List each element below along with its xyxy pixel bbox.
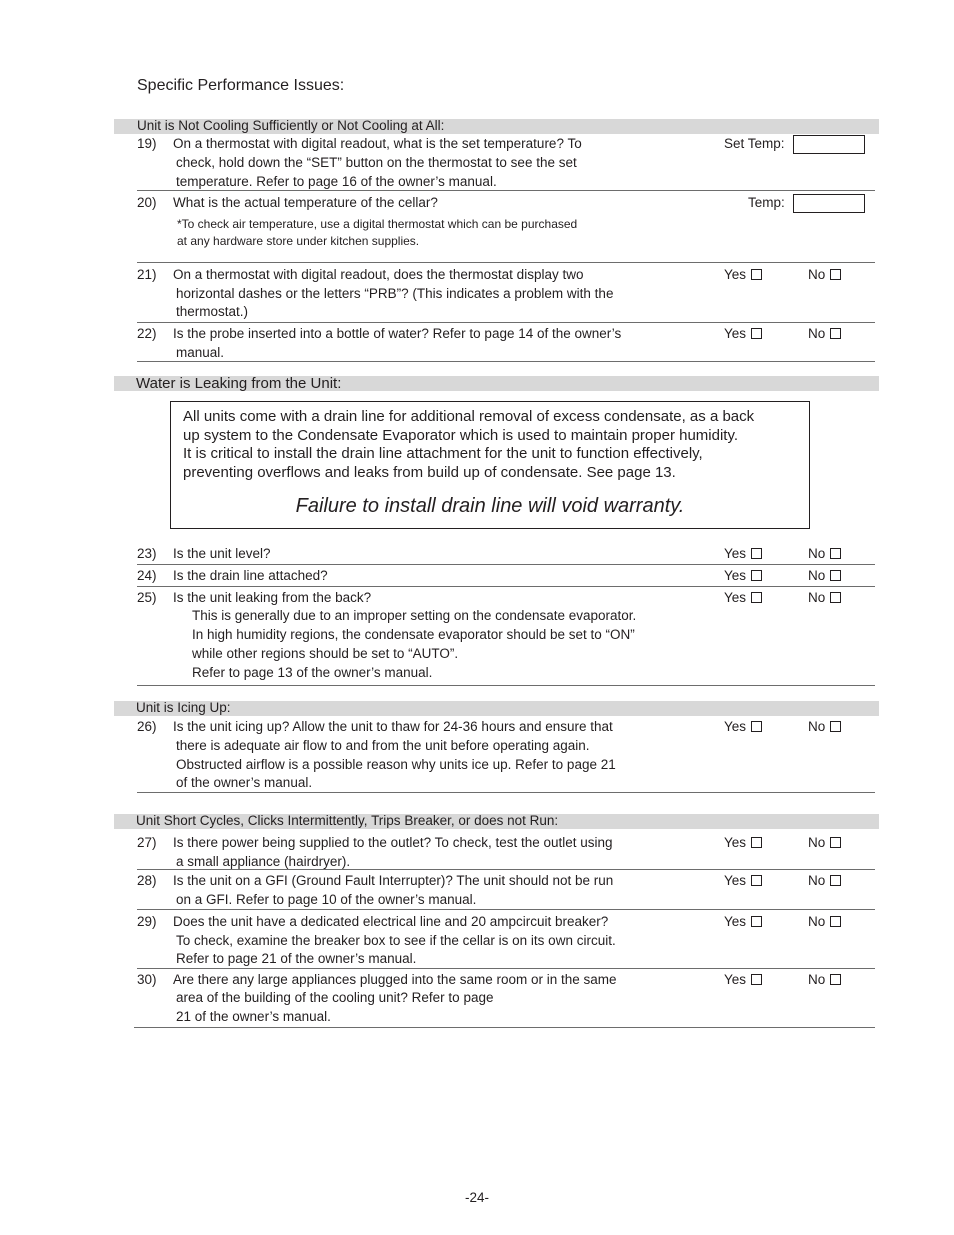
no-label: No <box>808 835 826 850</box>
row-divider <box>137 361 875 362</box>
question-19-line-1: On a thermostat with digital readout, what is the set temperature? To <box>173 136 582 151</box>
no-option-25[interactable] <box>808 589 841 607</box>
notice-line-4: preventing overflows and leaks from build up of condensate. See page 13. <box>183 463 676 481</box>
section-title-leaking: Water is Leaking from the Unit: <box>136 375 342 392</box>
yes-checkbox-25[interactable] <box>751 592 762 603</box>
question-number-30: 30) <box>137 972 157 987</box>
yes-option-26[interactable] <box>724 718 762 736</box>
yes-checkbox-22[interactable] <box>751 328 762 339</box>
question-22-line-1: Is the probe inserted into a bottle of water? Refer to page 14 of the owner’s <box>173 326 622 341</box>
yes-checkbox-27[interactable] <box>751 837 762 848</box>
question-26-line-3: Obstructed airflow is a possible reason why units ice up. Refer to page 21 <box>176 757 616 772</box>
no-label: No <box>808 914 826 929</box>
question-number-21: 21) <box>137 267 157 282</box>
section-title-cooling: Unit is Not Cooling Sufficiently or Not Cooling at All: <box>137 118 445 133</box>
no-label: No <box>808 546 826 561</box>
no-checkbox-26[interactable] <box>830 721 841 732</box>
question-26-line-4: of the owner’s manual. <box>176 775 313 790</box>
question-25-detail-1: This is generally due to an improper setting on the condensate evaporator. <box>192 608 637 623</box>
no-checkbox-23[interactable] <box>830 548 841 559</box>
yes-label: Yes <box>724 972 747 987</box>
yes-checkbox-29[interactable] <box>751 916 762 927</box>
no-checkbox-28[interactable] <box>830 875 841 886</box>
question-26-line-1: Is the unit icing up? Allow the unit to thaw for 24-36 hours and ensure that <box>173 719 613 734</box>
question-27-line-2: a small appliance (hairdryer). <box>176 854 351 869</box>
no-option-27[interactable] <box>808 834 841 852</box>
yes-option-25[interactable] <box>724 589 762 607</box>
yes-label: Yes <box>724 719 747 734</box>
question-29-line-3: Refer to page 21 of the owner’s manual. <box>176 951 417 966</box>
question-21-line-3: thermostat.) <box>176 304 249 319</box>
question-number-20: 20) <box>137 195 157 210</box>
question-23-line-1: Is the unit level? <box>173 546 271 561</box>
temp-label: Temp: <box>748 195 785 210</box>
no-checkbox-27[interactable] <box>830 837 841 848</box>
no-option-24[interactable] <box>808 567 841 585</box>
no-option-26[interactable] <box>808 718 841 736</box>
yes-option-28[interactable] <box>724 872 762 890</box>
no-checkbox-30[interactable] <box>830 974 841 985</box>
yes-label: Yes <box>724 326 747 341</box>
no-checkbox-29[interactable] <box>830 916 841 927</box>
question-number-27: 27) <box>137 835 157 850</box>
row-divider <box>137 322 875 323</box>
row-divider <box>137 869 875 870</box>
no-label: No <box>808 719 826 734</box>
no-label: No <box>808 267 826 282</box>
question-29-line-2: To check, examine the breaker box to see if the cellar is on its own circuit. <box>176 933 616 948</box>
notice-line-3: It is critical to install the drain line attachment for the unit to function effectively, <box>183 445 703 462</box>
yes-checkbox-24[interactable] <box>751 570 762 581</box>
section-title-icing: Unit is Icing Up: <box>136 700 231 715</box>
no-option-30[interactable] <box>808 971 841 989</box>
question-20-note-1: *To check air temperature, use a digital thermostat which can be purchased <box>177 217 578 231</box>
no-checkbox-25[interactable] <box>830 592 841 603</box>
row-divider <box>137 564 875 565</box>
no-checkbox-21[interactable] <box>830 269 841 280</box>
no-label: No <box>808 326 826 341</box>
no-option-21[interactable] <box>808 266 841 284</box>
question-25-detail-4: Refer to page 13 of the owner’s manual. <box>192 665 433 680</box>
question-25-line-1: Is the unit leaking from the back? <box>173 590 372 605</box>
drain-line-notice <box>170 401 810 529</box>
yes-label: Yes <box>724 546 747 561</box>
row-divider <box>137 792 875 793</box>
notice-line-2: up system to the Condensate Evaporator which is used to maintain proper humidity. <box>183 426 739 444</box>
yes-checkbox-21[interactable] <box>751 269 762 280</box>
question-26-line-2: there is adequate air flow to and from the unit before operating again. <box>176 738 590 753</box>
no-checkbox-24[interactable] <box>830 570 841 581</box>
page-heading: Specific Performance Issues: <box>137 77 345 94</box>
question-number-24: 24) <box>137 568 157 583</box>
row-divider <box>137 586 875 587</box>
question-number-22: 22) <box>137 326 157 341</box>
no-label: No <box>808 590 826 605</box>
page-number: -24- <box>464 1190 489 1205</box>
question-24-line-1: Is the drain line attached? <box>173 568 328 583</box>
row-divider <box>137 262 875 263</box>
warranty-warning: Failure to install drain line will void warranty. <box>295 495 685 517</box>
yes-option-29[interactable] <box>724 913 762 931</box>
no-option-28[interactable] <box>808 872 841 890</box>
question-number-19: 19) <box>137 136 157 151</box>
yes-checkbox-30[interactable] <box>751 974 762 985</box>
no-label: No <box>808 568 826 583</box>
yes-checkbox-28[interactable] <box>751 875 762 886</box>
question-number-23: 23) <box>137 546 157 561</box>
no-option-22[interactable] <box>808 325 841 343</box>
yes-checkbox-23[interactable] <box>751 548 762 559</box>
question-30-line-2: area of the building of the cooling unit? Refer to page <box>176 990 494 1005</box>
temp-field[interactable] <box>793 194 865 213</box>
row-divider <box>137 685 875 686</box>
question-19-line-3: temperature. Refer to page 16 of the owner’s manual. <box>176 174 497 189</box>
yes-option-27[interactable] <box>724 834 762 852</box>
yes-option-22[interactable] <box>724 325 762 343</box>
question-number-29: 29) <box>137 914 157 929</box>
yes-option-30[interactable] <box>724 971 762 989</box>
yes-label: Yes <box>724 873 747 888</box>
no-label: No <box>808 873 826 888</box>
question-25-detail-3: while other regions should be set to “AUTO”. <box>192 646 459 661</box>
row-divider <box>137 190 875 191</box>
notice-body <box>183 408 803 482</box>
question-21-line-1: On a thermostat with digital readout, does the thermostat display two <box>173 267 584 282</box>
row-divider <box>134 1027 875 1028</box>
question-30-line-3: 21 of the owner’s manual. <box>176 1009 331 1024</box>
set-temp-field[interactable] <box>793 135 865 154</box>
question-29-line-1: Does the unit have a dedicated electrical line and 20 ampcircuit breaker? <box>173 914 609 929</box>
question-28-line-2: on a GFI. Refer to page 10 of the owner’s manual. <box>176 892 477 907</box>
yes-label: Yes <box>724 590 747 605</box>
question-number-26: 26) <box>137 719 157 734</box>
question-27-line-1: Is there power being supplied to the outlet? To check, test the outlet using <box>173 835 613 850</box>
set-temp-label: Set Temp: <box>724 136 785 151</box>
no-option-23[interactable] <box>808 545 841 563</box>
yes-label: Yes <box>724 568 747 583</box>
question-number-28: 28) <box>137 873 157 888</box>
yes-option-21[interactable] <box>724 266 762 284</box>
no-option-29[interactable] <box>808 913 841 931</box>
yes-label: Yes <box>724 914 747 929</box>
yes-label: Yes <box>724 267 747 282</box>
yes-label: Yes <box>724 835 747 850</box>
question-22-line-2: manual. <box>176 345 225 360</box>
question-19-line-2: check, hold down the “SET” button on the thermostat to see the set <box>176 155 577 170</box>
no-checkbox-22[interactable] <box>830 328 841 339</box>
question-28-line-1: Is the unit on a GFI (Ground Fault Interrupter)? The unit should not be run <box>173 873 614 888</box>
yes-option-23[interactable] <box>724 545 762 563</box>
question-number-25: 25) <box>137 590 157 605</box>
question-21-line-2: horizontal dashes or the letters “PRB”? (This indicates a problem with the <box>176 286 614 301</box>
row-divider <box>137 968 875 969</box>
notice-line-1: All units come with a drain line for additional removal of excess condensate, as a back <box>183 408 755 425</box>
yes-checkbox-26[interactable] <box>751 721 762 732</box>
question-25-detail-2: In high humidity regions, the condensate evaporator should be set to “ON” <box>192 627 635 642</box>
question-20-line-1: What is the actual temperature of the cellar? <box>173 195 438 210</box>
row-divider <box>137 909 875 910</box>
section-title-cycles: Unit Short Cycles, Clicks Intermittently, Trips Breaker, or does not Run: <box>136 813 559 828</box>
yes-option-24[interactable] <box>724 567 762 585</box>
no-label: No <box>808 972 826 987</box>
question-20-note-2: at any hardware store under kitchen supplies. <box>177 234 420 248</box>
question-30-line-1: Are there any large appliances plugged into the same room or in the same <box>173 972 617 987</box>
